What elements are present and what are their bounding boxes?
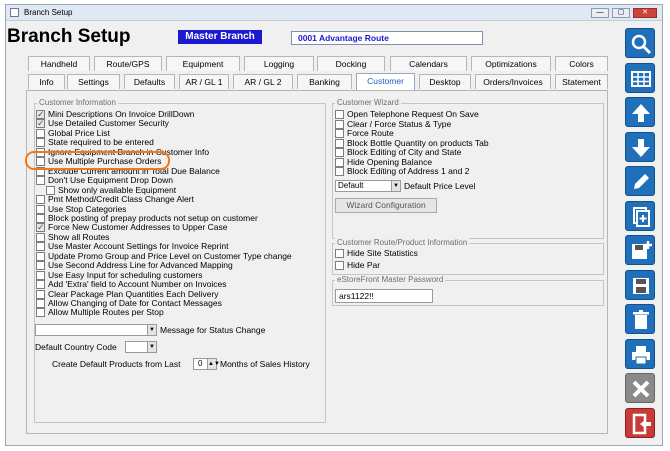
tab-equipment[interactable]: Equipment — [166, 56, 240, 71]
title-bar — [6, 5, 662, 21]
window-title: Branch Setup — [24, 8, 73, 17]
update-promo-group-and-price-level-on-cu-label: Update Promo Group and Price Level on Customer Type change — [48, 250, 292, 261]
global-price-list-label: Global Price List — [48, 127, 110, 138]
use-multiple-purchase-orders-label: Use Multiple Purchase Orders — [48, 156, 162, 167]
use-easy-input-for-scheduling-customers-label: Use Easy Input for scheduling customers — [48, 269, 203, 280]
search-icon — [629, 32, 653, 56]
state-required-to-be-entered-checkbox[interactable] — [36, 138, 45, 147]
add-extra-field-to-account-number-on-inv-label: Add 'Extra' field to Account Number on Invoices — [48, 279, 227, 290]
exit-button[interactable] — [625, 408, 655, 438]
open-telephone-request-on-save-label: Open Telephone Request On Save — [347, 109, 479, 119]
don-t-use-equipment-drop-down-checkbox[interactable] — [36, 176, 45, 185]
default-country-label: Default Country Code — [35, 342, 117, 352]
use-stop-categories-label: Use Stop Categories — [48, 203, 127, 214]
save-button[interactable] — [625, 270, 655, 300]
hide-opening-balance-checkbox[interactable] — [335, 158, 344, 167]
show-only-available-equipment-label: Show only available Equipment — [58, 184, 177, 195]
route-product-title: Customer Route/Product Information — [337, 238, 468, 247]
grid-button[interactable] — [625, 63, 655, 93]
hide-par-label: Hide Par — [347, 260, 381, 270]
exclude-current-amount-in-total-due-bala-label: Exclude Current amount in Total Due Balance — [48, 165, 220, 176]
force-new-customer-addresses-to-upper-ca-label: Force New Customer Addresses to Upper Case — [48, 222, 228, 233]
update-promo-group-and-price-level-on-cu-checkbox[interactable] — [36, 252, 45, 261]
price-level-value: Default — [338, 181, 364, 190]
print-icon — [629, 343, 653, 367]
block-bottle-quantity-on-products-tab-label: Block Bottle Quantity on products Tab — [347, 137, 489, 148]
allow-changing-of-date-for-contact-messa-label: Allow Changing of Date for Contact Messages — [48, 298, 222, 308]
allow-changing-of-date-for-contact-messa-checkbox[interactable] — [36, 299, 45, 308]
don-t-use-equipment-drop-down-label: Don't Use Equipment Drop Down — [48, 175, 173, 186]
tab-info[interactable]: Info — [28, 74, 65, 89]
arrow-down-icon — [629, 136, 653, 160]
print-button[interactable] — [625, 339, 655, 369]
block-editing-of-address-1-and-2-checkbox[interactable] — [335, 167, 344, 176]
hide-par-checkbox[interactable] — [335, 261, 344, 270]
wizard-configuration-button[interactable]: Wizard Configuration — [335, 198, 437, 213]
chevron-down-icon: ▼ — [391, 181, 400, 191]
tab-defaults[interactable]: Defaults — [124, 74, 175, 89]
state-required-to-be-entered-label: State required to be entered — [48, 137, 154, 148]
block-posting-of-prepay-products-not-set-label: Block posting of prepay products not setup on customer — [48, 212, 258, 223]
force-route-checkbox[interactable] — [335, 129, 344, 138]
use-second-address-line-for-advanced-map-label: Use Second Address Line for Advanced Mapping — [48, 260, 233, 271]
maximize-button[interactable]: ▢ — [612, 8, 630, 18]
clear-package-plan-quantities-each-deliv-label: Clear Package Plan Quantities Each Delivery — [48, 288, 219, 299]
ignore-equipment-branch-in-customer-info-label: Ignore Equipment Branch in Customer Info — [48, 146, 210, 157]
use-second-address-line-for-advanced-map-checkbox[interactable] — [36, 261, 45, 270]
tab-ar-gl-1[interactable]: AR / GL 1 — [179, 74, 229, 89]
use-master-account-settings-for-invoice--checkbox[interactable] — [36, 242, 45, 251]
cancel-button[interactable] — [625, 373, 655, 403]
arrow-up-button[interactable] — [625, 97, 655, 127]
use-master-account-settings-for-invoice--label: Use Master Account Settings for Invoice Reprint — [48, 241, 229, 252]
cancel-icon — [629, 377, 653, 401]
delete-icon — [629, 308, 653, 332]
add-extra-field-to-account-number-on-inv-checkbox[interactable] — [36, 280, 45, 289]
chevron-down-icon: ▼ — [147, 325, 156, 335]
save-icon — [629, 274, 653, 298]
status-message-label: Message for Status Change — [160, 325, 266, 335]
default-country-select[interactable] — [125, 341, 157, 353]
arrow-down-button[interactable] — [625, 132, 655, 162]
estorefront-title: eStoreFront Master Password — [337, 275, 444, 284]
default-price-level-label: Default Price Level — [404, 181, 476, 191]
tab-orders-invoices[interactable]: Orders/Invoices — [475, 74, 551, 89]
show-all-routes-checkbox[interactable] — [36, 233, 45, 242]
force-route-label: Force Route — [347, 128, 394, 138]
edit-button[interactable] — [625, 166, 655, 196]
use-stop-categories-checkbox[interactable] — [36, 205, 45, 214]
master-branch-label: Master Branch — [178, 30, 262, 44]
tab-calendars[interactable]: Calendars — [390, 56, 467, 71]
arrow-up-icon — [629, 101, 653, 125]
months-label: Months of Sales History — [220, 359, 310, 369]
create-default-label: Create Default Products from Last — [52, 359, 181, 369]
mini-descriptions-on-invoice-drilldown-label: Mini Descriptions On Invoice DrillDown — [48, 109, 195, 119]
grid-icon — [629, 67, 653, 91]
clear-package-plan-quantities-each-deliv-checkbox[interactable] — [36, 290, 45, 299]
block-bottle-quantity-on-products-tab-checkbox[interactable] — [335, 139, 344, 148]
block-editing-of-city-and-state-checkbox[interactable] — [335, 148, 344, 157]
tab-statement[interactable]: Statement — [555, 74, 608, 89]
default-price-level-select[interactable] — [335, 180, 401, 192]
tab-route-gps[interactable]: Route/GPS — [94, 56, 162, 71]
open-telephone-request-on-save-checkbox[interactable] — [335, 110, 344, 119]
hide-site-statistics-label: Hide Site Statistics — [347, 248, 418, 258]
use-easy-input-for-scheduling-customers-checkbox[interactable] — [36, 271, 45, 280]
pmt-method-credit-class-change-alert-checkbox[interactable] — [36, 195, 45, 204]
use-detailed-customer-security-label: Use Detailed Customer Security — [48, 118, 169, 129]
minimize-button[interactable]: — — [591, 8, 609, 18]
stepper-arrows-icon[interactable]: ▲▼ — [208, 361, 220, 367]
allow-multiple-routes-per-stop-label: Allow Multiple Routes per Stop — [48, 307, 164, 318]
clear-force-status-type-label: Clear / Force Status & Type — [347, 118, 452, 129]
allow-multiple-routes-per-stop-checkbox[interactable] — [36, 308, 45, 317]
tab-settings[interactable]: Settings — [67, 74, 120, 89]
tab-desktop[interactable]: Desktop — [419, 74, 471, 89]
customer-wizard-title: Customer Wizard — [337, 98, 399, 107]
highlight-annotation — [25, 151, 170, 170]
delete-button[interactable] — [625, 304, 655, 334]
hide-site-statistics-checkbox[interactable] — [335, 249, 344, 258]
tab-optimizations[interactable]: Optimizations — [471, 56, 551, 71]
search-button[interactable] — [625, 28, 655, 58]
tab-customer[interactable]: Customer — [356, 73, 415, 90]
estorefront-password-input[interactable]: ars1122!! — [335, 289, 433, 303]
edit-icon — [629, 170, 653, 194]
tab-logging[interactable]: Logging — [244, 56, 314, 71]
customer-information-title: Customer Information — [39, 98, 116, 107]
global-price-list-checkbox[interactable] — [36, 129, 45, 138]
clear-force-status-type-checkbox[interactable] — [335, 120, 344, 129]
page-title: Branch Setup — [7, 26, 131, 47]
block-editing-of-city-and-state-label: Block Editing of City and State — [347, 147, 462, 157]
close-button[interactable]: ✕ — [633, 8, 657, 18]
exit-icon — [629, 412, 653, 436]
app-icon — [10, 8, 19, 17]
tab-colors[interactable]: Colors — [555, 56, 608, 71]
pmt-method-credit-class-change-alert-label: Pmt Method/Credit Class Change Alert — [48, 194, 194, 205]
months-stepper[interactable] — [193, 358, 220, 370]
show-all-routes-label: Show all Routes — [48, 231, 110, 242]
copy-button[interactable] — [625, 201, 655, 231]
save-new-icon — [629, 239, 653, 263]
months-value: 0 — [198, 359, 203, 368]
copy-icon — [629, 205, 653, 229]
save-new-button[interactable] — [625, 235, 655, 265]
status-message-select[interactable] — [35, 324, 157, 336]
block-editing-of-address-1-and-2-label: Block Editing of Address 1 and 2 — [347, 166, 470, 176]
hide-opening-balance-label: Hide Opening Balance — [347, 156, 433, 167]
tab-handheld[interactable]: Handheld — [28, 56, 90, 71]
chevron-down-icon: ▼ — [147, 342, 156, 352]
route-field[interactable]: 0001 Advantage Route — [291, 31, 483, 45]
tab-ar-gl-2[interactable]: AR / GL 2 — [233, 74, 293, 89]
force-new-customer-addresses-to-upper-ca-checkbox[interactable] — [36, 223, 45, 232]
tab-docking[interactable]: Docking — [317, 56, 385, 71]
tab-banking[interactable]: Banking — [297, 74, 352, 89]
use-detailed-customer-security-checkbox[interactable] — [36, 119, 45, 128]
